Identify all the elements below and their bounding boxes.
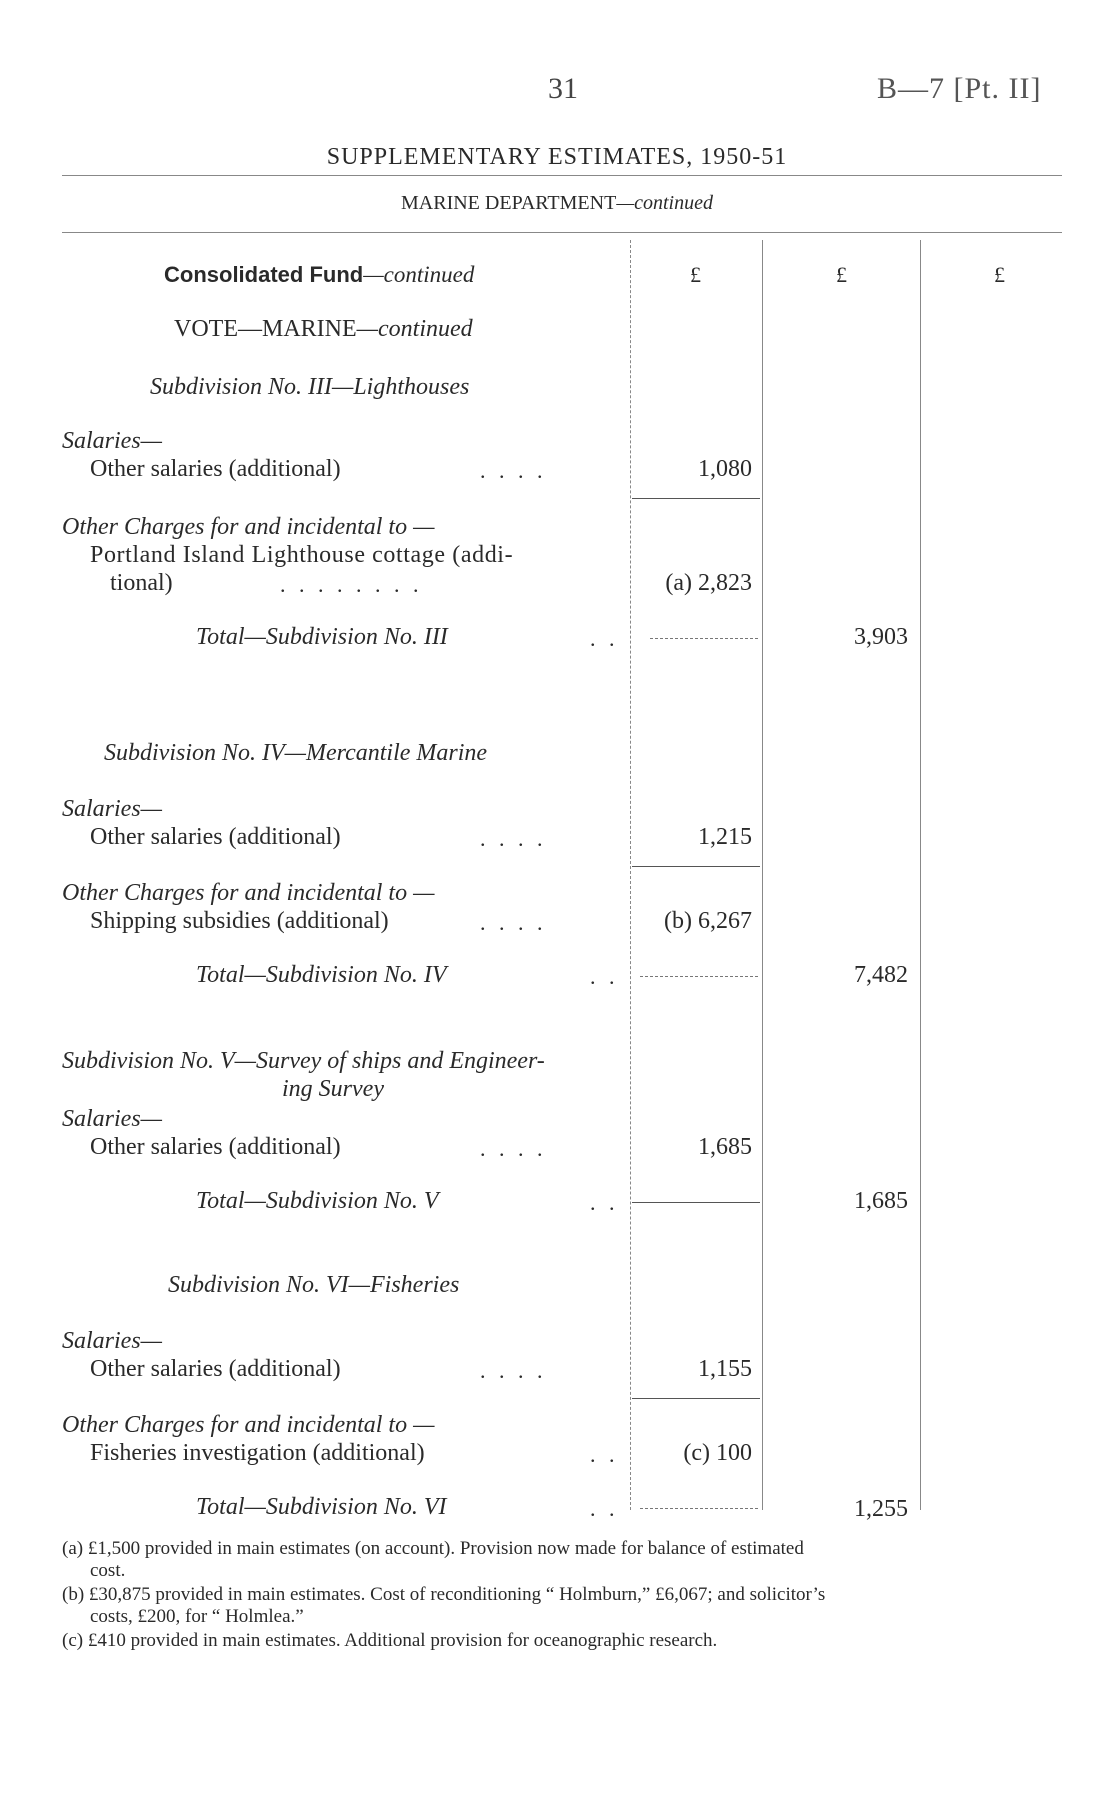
total-rule	[650, 638, 758, 639]
subdivision-3-heading: Subdivision No. III—Lighthouses	[150, 374, 470, 400]
subdivision-5-heading-line1: Subdivision No. V—Survey of ships and Engineer-	[62, 1048, 545, 1074]
column-rule-left	[630, 240, 631, 1510]
leader-dots: . . . . . . . .	[280, 572, 423, 597]
subdivision-3-total-label: Total—Subdivision No. III	[196, 624, 448, 650]
amount-rule	[632, 1398, 760, 1399]
page-number: 31	[548, 72, 578, 105]
subdivision-6-heading: Subdivision No. VI—Fisheries	[168, 1272, 460, 1298]
leader-dots: . . . .	[480, 1136, 547, 1161]
subdivision-3-other-charges-amount: (a) 2,823	[665, 570, 752, 596]
subdivision-4-salaries-heading: Salaries—	[62, 796, 163, 822]
column-rule-middle	[762, 240, 763, 1510]
subdivision-4-salaries-item: Other salaries (additional)	[90, 824, 341, 850]
subdivision-3-salaries-heading: Salaries—	[62, 428, 163, 454]
department-heading	[0, 192, 1114, 215]
page-title: SUPPLEMENTARY ESTIMATES, 1950-51	[326, 144, 788, 170]
leader-dots: . .	[590, 1442, 619, 1467]
document-reference: B—7 [Pt. II]	[877, 72, 1042, 105]
column-header-3: £	[994, 262, 1005, 287]
subdivision-5-heading-line2: ing Survey	[282, 1076, 384, 1102]
subdivision-3-other-charges-line2: tional)	[110, 570, 173, 596]
subdivision-6-total-amount: 1,255	[854, 1496, 908, 1522]
subdivision-4-other-charges-heading: Other Charges for and incidental to —	[62, 880, 435, 906]
subdivision-6-other-charges-line1: Fisheries investigation (additional)	[90, 1440, 425, 1466]
subdivision-3-total-amount: 3,903	[854, 624, 908, 650]
column-header-1: £	[690, 262, 701, 287]
title-rule	[62, 175, 1062, 176]
amount-rule	[632, 498, 760, 499]
leader-dots: . .	[590, 626, 619, 651]
vote-label: VOTE—MARINE	[174, 316, 357, 342]
vote-continued: —continued	[356, 316, 473, 342]
subdivision-6-salaries-heading: Salaries—	[62, 1328, 163, 1354]
column-rule-right	[920, 240, 921, 1510]
leader-dots: . . . .	[480, 910, 547, 935]
leader-dots: . . . .	[480, 826, 547, 851]
amount-rule	[632, 866, 760, 867]
vote-heading	[174, 316, 473, 343]
subdivision-6-salaries-item: Other salaries (additional)	[90, 1356, 341, 1382]
fund-label: Consolidated Fund	[164, 262, 364, 287]
subdivision-5-total-amount: 1,685	[854, 1188, 908, 1214]
subdivision-3-salaries-amount: 1,080	[698, 456, 752, 482]
subdivision-5-salaries-item: Other salaries (additional)	[90, 1134, 341, 1160]
footnote-b-line1: (b) £30,875 provided in main estimates. Cost of reconditioning “ Holmburn,” £6,067; and solicitor’s	[62, 1584, 826, 1605]
subdivision-6-salaries-amount: 1,155	[698, 1356, 752, 1382]
subdivision-4-heading: Subdivision No. IV—Mercantile Marine	[104, 740, 488, 766]
subdivision-5-salaries-amount: 1,685	[698, 1134, 752, 1160]
subdivision-6-total-label: Total—Subdivision No. VI	[196, 1494, 447, 1520]
column-header-2: £	[836, 262, 847, 287]
subdivision-4-total-amount: 7,482	[854, 962, 908, 988]
department-continued: —continued	[616, 192, 713, 214]
total-rule	[640, 1508, 758, 1509]
subdivision-4-other-charges-amount: (b) 6,267	[664, 908, 752, 934]
subdivision-4-total-label: Total—Subdivision No. IV	[196, 962, 447, 988]
subdivision-4-salaries-amount: 1,215	[698, 824, 752, 850]
header-rule	[62, 232, 1062, 233]
subdivision-5-total-label: Total—Subdivision No. V	[196, 1188, 439, 1214]
subdivision-3-other-charges-line1: Portland Island Lighthouse cottage (addi-	[90, 542, 514, 568]
leader-dots: . .	[590, 964, 619, 989]
leader-dots: . .	[590, 1496, 619, 1521]
department-name: MARINE DEPARTMENT	[401, 192, 617, 214]
footnote-c-line1: (c) £410 provided in main estimates. Additional provision for oceanographic research.	[62, 1630, 718, 1651]
subdivision-3-other-charges-heading: Other Charges for and incidental to —	[62, 514, 435, 540]
fund-heading	[164, 262, 474, 288]
total-rule	[632, 1202, 760, 1203]
subdivision-6-other-charges-amount: (c) 100	[683, 1440, 752, 1466]
subdivision-5-salaries-heading: Salaries—	[62, 1106, 163, 1132]
leader-dots: . .	[590, 1190, 619, 1215]
footnote-b-line2: costs, £200, for “ Holmlea.”	[90, 1606, 304, 1627]
subdivision-6-other-charges-heading: Other Charges for and incidental to —	[62, 1412, 435, 1438]
subdivision-4-other-charges-line1: Shipping subsidies (additional)	[90, 908, 389, 934]
footnote-a-line1: (a) £1,500 provided in main estimates (on account). Provision now made for balance of estimated	[62, 1538, 804, 1559]
leader-dots: . . . .	[480, 458, 547, 483]
leader-dots: . . . .	[480, 1358, 547, 1383]
total-rule	[640, 976, 758, 977]
subdivision-3-salaries-item: Other salaries (additional)	[90, 456, 341, 482]
fund-continued: —continued	[363, 262, 475, 287]
footnote-a-line2: cost.	[90, 1560, 126, 1581]
